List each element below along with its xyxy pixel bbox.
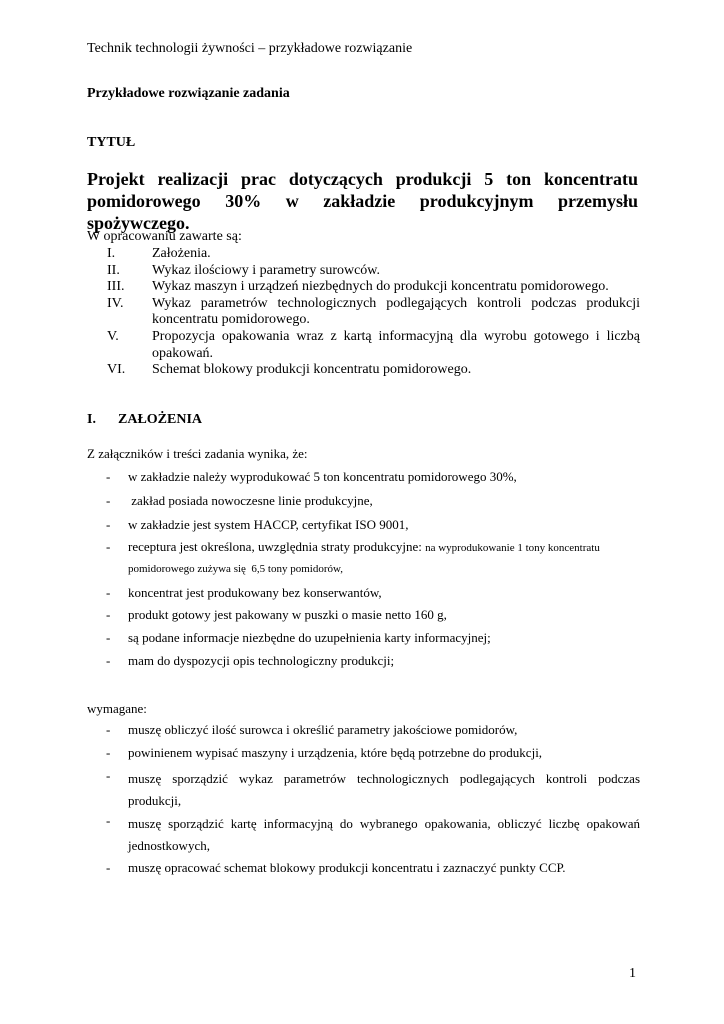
list-dash: - bbox=[106, 813, 111, 828]
contents-item-number: II. bbox=[107, 262, 120, 278]
contents-item bbox=[87, 263, 640, 280]
list-dash: - bbox=[106, 607, 111, 622]
list-dash: - bbox=[106, 539, 111, 554]
list-item-text: w zakładzie jest system HACCP, certyfikat ISO 9001, bbox=[128, 517, 409, 532]
section-title: ZAŁOŻENIA bbox=[118, 412, 203, 427]
contents-item-number: VI. bbox=[107, 362, 126, 378]
list-item-text bbox=[128, 539, 640, 555]
list-item-text: mam do dyspozycji opis technologiczny produkcji; bbox=[128, 653, 395, 668]
contents-list bbox=[87, 246, 640, 379]
contents-item bbox=[87, 296, 640, 329]
subheading: Przykładowe rozwiązanie zadania bbox=[87, 86, 290, 101]
recipe-note-continued: pomidorowego zużywa się 6,5 tony pomidorów, bbox=[128, 563, 343, 575]
section-heading bbox=[87, 412, 202, 428]
contents-item bbox=[87, 362, 640, 379]
list-dash: - bbox=[106, 768, 111, 783]
contents-item-text: Wykaz ilościowy i parametry surowców. bbox=[152, 262, 381, 278]
contents-item-number: V. bbox=[107, 328, 119, 344]
recipe-note: na wyprodukowanie 1 tony koncentratu bbox=[425, 542, 600, 554]
list-item-text: muszę sporządzić wykaz parametrów technologicznych podlegających kontroli podczas produkcji, bbox=[128, 771, 640, 808]
list-item-text: powinienem wypisać maszyny i urządzenia, które będą potrzebne do produkcji, bbox=[128, 745, 543, 760]
list-dash: - bbox=[106, 745, 111, 760]
list-item-text: zakład posiada nowoczesne linie produkcyjne, bbox=[128, 493, 373, 508]
list-dash: - bbox=[106, 585, 111, 600]
list-dash: - bbox=[106, 860, 111, 875]
contents-item bbox=[87, 246, 640, 263]
list-item-text: muszę opracować schemat blokowy produkcji koncentratu i zaznaczyć punkty CCP. bbox=[128, 860, 566, 875]
contents-item-text: Propozycja opakowania wraz z kartą informacyjną dla wyrobu gotowego i liczbą opakowań. bbox=[152, 328, 640, 361]
list-dash: - bbox=[106, 493, 111, 508]
list-dash: - bbox=[106, 517, 111, 532]
list-dash: - bbox=[106, 722, 111, 737]
contents-intro: W opracowaniu zawarte są: bbox=[87, 229, 242, 244]
running-header: Technik technologii żywności – przykładowe rozwiązanie bbox=[87, 41, 413, 56]
list-item-text: w zakładzie należy wyprodukować 5 ton koncentratu pomidorowego 30%, bbox=[128, 469, 517, 484]
project-title: Projekt realizacji prac dotyczących produkcji 5 ton koncentratu pomidorowego 30% w zakładzie produkcyjnym przemysłu spożywczego. bbox=[87, 169, 638, 233]
page-number: 1 bbox=[629, 966, 636, 981]
contents-item-number: I. bbox=[107, 246, 116, 261]
recipe-text: receptura jest określona, uwzględnia straty produkcyjne: bbox=[128, 539, 422, 554]
list-item-text: muszę sporządzić kartę informacyjną do wybranego opakowania, obliczyć liczbę opakowań jednostkowych, bbox=[128, 816, 640, 853]
list-item-text: muszę obliczyć ilość surowca i określić parametry jakościowe pomidorów, bbox=[128, 722, 518, 737]
list-item-text: produkt gotowy jest pakowany w puszki o masie netto 160 g, bbox=[128, 607, 447, 622]
assumptions-intro: Z załączników i treści zadania wynika, że: bbox=[87, 446, 308, 461]
list-item-text: koncentrat jest produkowany bez konserwantów, bbox=[128, 585, 382, 600]
contents-item-text: Wykaz parametrów technologicznych podlegających kontroli podczas produkcji koncentratu pomidorowego. bbox=[152, 295, 640, 328]
contents-item-text: Wykaz maszyn i urządzeń niezbędnych do produkcji koncentratu pomidorowego. bbox=[152, 279, 609, 295]
contents-item-number: III. bbox=[107, 279, 125, 295]
title-label: TYTUŁ bbox=[87, 135, 136, 150]
contents-item-text: Schemat blokowy produkcji koncentratu pomidorowego. bbox=[152, 362, 472, 378]
list-dash: - bbox=[106, 653, 111, 668]
list-dash: - bbox=[106, 469, 111, 484]
contents-item bbox=[87, 279, 640, 296]
list-item-text: są podane informacje niezbędne do uzupełnienia karty informacyjnej; bbox=[128, 630, 491, 645]
section-number: I. bbox=[87, 412, 96, 427]
contents-item bbox=[87, 329, 640, 362]
list-dash: - bbox=[106, 630, 111, 645]
contents-item-text: Założenia. bbox=[152, 246, 211, 261]
contents-item-number: IV. bbox=[107, 295, 124, 311]
required-label: wymagane: bbox=[87, 701, 147, 716]
